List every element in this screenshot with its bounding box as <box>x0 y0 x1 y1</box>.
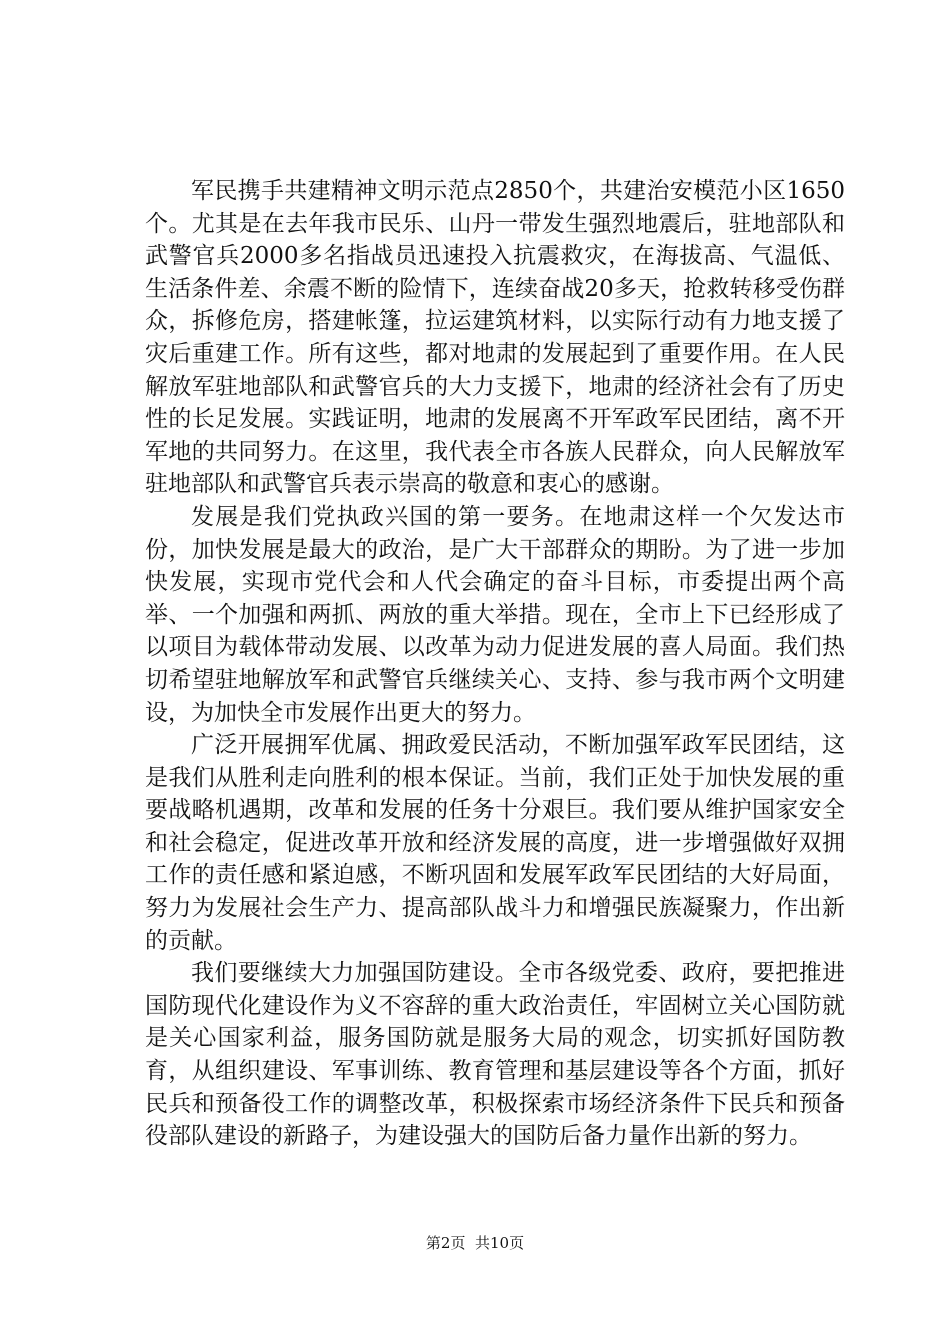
paragraph-4: 我们要继续大力加强国防建设。全市各级党委、政府，要把推进国防现代化建设作为义不容辞的重大政治责任，牢固树立关心国防就是关心国家利益，服务国防就是服务大局的观念，切实抓好国防教育，从组织建设、军事训练、教育管理和基层建设等各个方面，抓好民兵和预备役工作的调整改革，积极探索市场经济条件下民兵和预备役部队建设的新路子，为建设强大的国防后备力量作出新的努力。 <box>145 960 845 1150</box>
document-body <box>145 175 845 1153</box>
paragraph-3: 广泛开展拥军优属、拥政爱民活动，不断加强军政军民团结，这是我们从胜利走向胜利的根本保证。当前，我们正处于加快发展的重要战略机遇期，改革和发展的任务十分艰巨。我们要从维护国家安全和社会稳定，促进改革开放和经济发展的高度，进一步增强做好双拥工作的责任感和紧迫感，不断巩固和发展军政军民团结的大好局面，努力为发展社会生产力、提高部队战斗力和增强民族凝聚力，作出新的贡献。 <box>145 732 845 954</box>
paragraph-1: 军民携手共建精神文明示范点2850个，共建治安模范小区1650个。尤其是在去年我市民乐、山丹一带发生强烈地震后，驻地部队和武警官兵2000多名指战员迅速投入抗震救灾，在海拔高、气温低、生活条件差、余震不断的险情下，连续奋战20多天，抢救转移受伤群众，拆修危房，搭建帐篷，拉运建筑材料，以实际行动有力地支援了灾后重建工作。所有这些，都对地肃的发展起到了重要作用。在人民解放军驻地部队和武警官兵的大力支援下，地肃的经济社会有了历史性的长足发展。实践证明，地肃的发展离不开军政军民团结，离不开军地的共同努力。在这里，我代表全市各族人民群众，向人民解放军驻地部队和武警官兵表示崇高的敬意和衷心的感谢。 <box>145 178 845 498</box>
paragraph-2: 发展是我们党执政兴国的第一要务。在地肃这样一个欠发达市份，加快发展是最大的政治，是广大干部群众的期盼。为了进一步加快发展，实现市党代会和人代会确定的奋斗目标，市委提出两个高举、一个加强和两抓、两放的重大举措。现在，全市上下已经形成了以项目为载体带动发展、以改革为动力促进发展的喜人局面。我们热切希望驻地解放军和武警官兵继续关心、支持、参与我市两个文明建设，为加快全市发展作出更大的努力。 <box>145 503 845 726</box>
page-footer <box>0 1233 950 1253</box>
page-number-label: 第2页 共10页 <box>425 1234 525 1252</box>
